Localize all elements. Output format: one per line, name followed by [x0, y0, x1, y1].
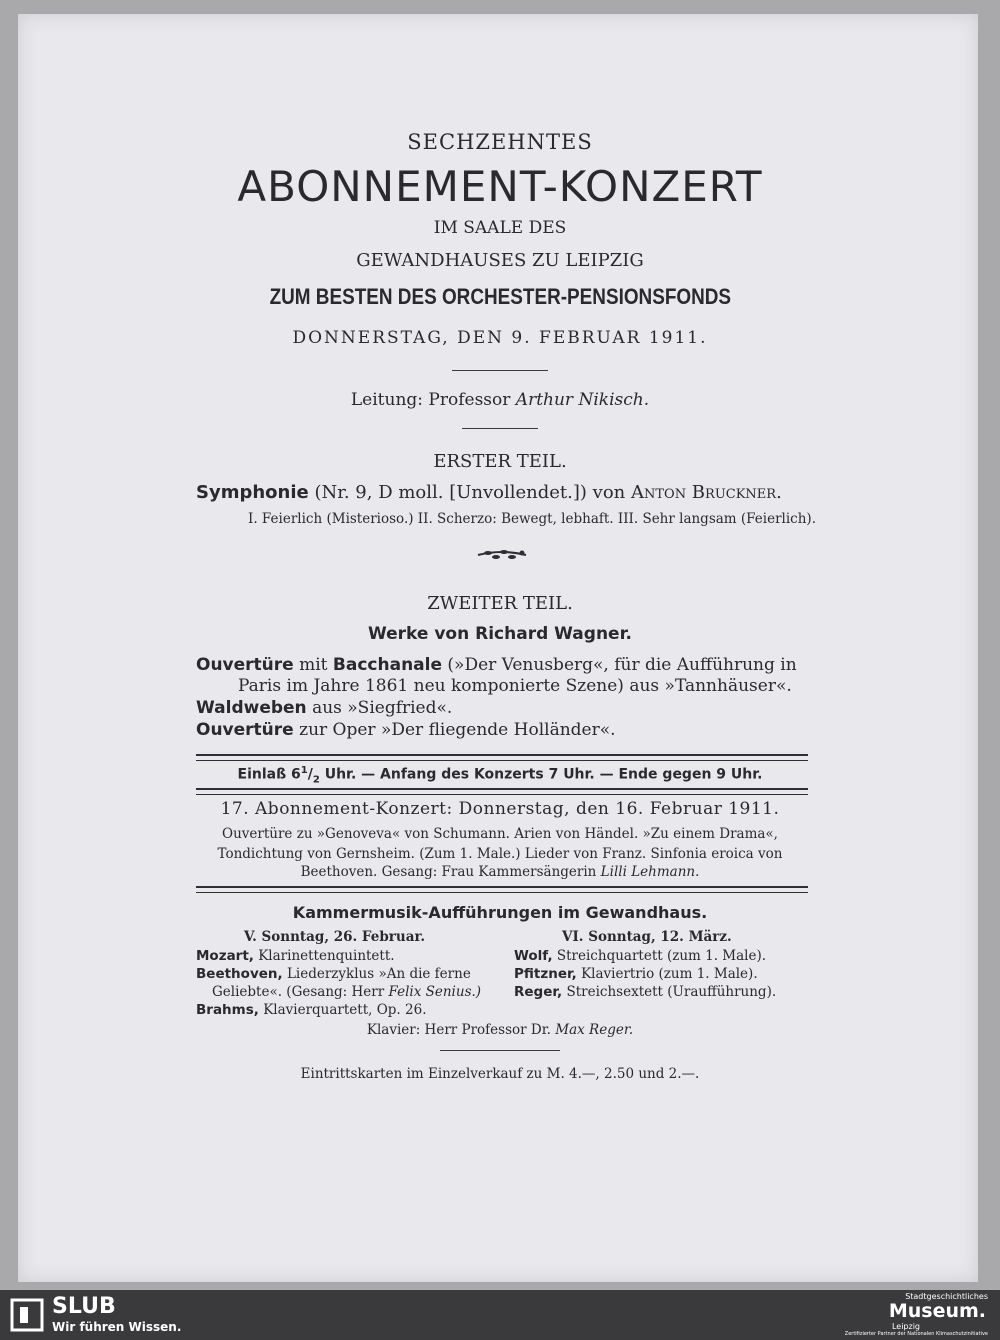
singer-name: Lilli Lehmann. — [600, 864, 700, 880]
composer-mozart: Mozart, — [196, 948, 254, 964]
work-brahms: Klavierquartett, Op. 26. — [263, 1002, 427, 1018]
museum-city: Leipzig — [891, 1322, 920, 1331]
next-concert-heading: 17. Abonnement-Konzert: Donnerstag, den 16. Februar 1911. — [220, 799, 780, 819]
wagner-work-3 — [196, 720, 616, 740]
part2-subheading: Werke von Richard Wagner. — [367, 624, 632, 644]
wagner-work-1-line-2: Paris im Jahre 1861 neu komponierte Szene) aus »Tannhäuser«. — [238, 676, 792, 696]
piano-line — [0, 1022, 1000, 1038]
symphony-details: (Nr. 9, D moll. [Unvollendet.]) von — [314, 482, 626, 503]
conductor-label: Leitung: Professor — [350, 390, 511, 410]
benefit-text: ZUM BESTEN DES ORCHESTER-PENSIONSFONDS — [269, 284, 731, 309]
museum-logo-text: Museum. — [888, 1300, 986, 1322]
divider — [452, 370, 548, 371]
wagner-work-1-line-1 — [196, 655, 797, 675]
chamber-right-heading: VI. Sonntag, 12. März. — [562, 929, 732, 945]
fraction-numerator: 1 — [300, 765, 308, 776]
concert-date: DONNERSTAG, DEN 9. FEBRUAR 1911. — [292, 328, 708, 348]
composer-pfitzner: Pfitzner, — [514, 966, 577, 982]
ticket-prices: Eintrittskarten im Einzelverkauf zu M. 4.—, 2.50 und 2.—. — [300, 1066, 700, 1082]
work1-mit: mit — [299, 655, 328, 675]
timing-line: Einlaß $6^1/_2$ Uhr. — Anfang des Konzerts 7 Uhr. — Ende gegen 9 Uhr. — [237, 765, 763, 786]
ornament-icon — [474, 545, 530, 569]
part1-heading: ERSTER TEIL. — [433, 451, 567, 472]
work2-details: aus »Siegfried«. — [312, 698, 453, 718]
conductor-line — [0, 390, 1000, 410]
concert-ordinal: SECHZEHNTES — [407, 130, 593, 154]
double-rule — [196, 886, 808, 893]
divider — [462, 428, 538, 429]
museum-partner-note: Zertifizierter Partner der Nationalen Klimaschutzinitiative — [844, 1331, 988, 1337]
composer-reger: Reger, — [514, 984, 563, 1000]
conductor-name: Arthur Nikisch. — [515, 390, 650, 410]
next-concert-line-2: Tondichtung von Gernsheim. (Zum 1. Male.) Lieder von Franz. Sinfonia eroica von — [217, 846, 783, 862]
museum-label-top: Stadtgeschichtliches — [905, 1292, 988, 1301]
part2-heading: ZWEITER TEIL. — [427, 593, 573, 614]
next-concert-line-1: Ouvertüre zu »Genoveva« von Schumann. Arien von Händel. »Zu einem Drama«, — [222, 826, 778, 842]
timing-admission: Einlaß 6 — [237, 766, 301, 783]
chamber-right-item-3 — [514, 984, 776, 1000]
singer-senius: Felix Senius.) — [388, 984, 482, 1000]
footer-bar — [0, 1290, 1000, 1340]
work-beethoven: Liederzyklus »An die ferne — [286, 966, 471, 982]
bacchanale-title: Bacchanale — [332, 655, 442, 675]
chamber-heading: Kammermusik-Aufführungen im Gewandhaus. — [292, 903, 708, 922]
chamber-right-item-1 — [514, 948, 766, 964]
slub-logo-text: SLUB — [52, 1294, 116, 1319]
chamber-right-item-2 — [514, 966, 758, 982]
chamber-left-item-3 — [196, 1002, 427, 1018]
symphony-composer: Anton Bruckner. — [631, 482, 782, 503]
piano-label: Klavier: Herr Professor Dr. — [366, 1022, 551, 1038]
overture-title: Ouvertüre — [196, 655, 294, 675]
work-mozart: Klarinettenquintett. — [258, 948, 395, 964]
pianist-name: Max Reger. — [555, 1022, 634, 1038]
double-rule — [196, 788, 808, 795]
composer-brahms: Brahms, — [196, 1002, 259, 1018]
divider — [440, 1050, 560, 1051]
timing-rest: Uhr. — Anfang des Konzerts 7 Uhr. — Ende gegen 9 Uhr. — [324, 766, 763, 783]
work-pfitzner: Klaviertrio (zum 1. Male). — [581, 966, 758, 982]
work-reger: Streichsextett (Uraufführung). — [566, 984, 777, 1000]
next-concert-line-3 — [0, 864, 1000, 880]
wagner-work-2 — [196, 698, 452, 718]
symphony-movements: I. Feierlich (Misterioso.) II. Scherzo: Bewegt, lebhaft. III. Sehr langsam (Feierlich). — [248, 511, 816, 527]
waldweben-title: Waldweben — [196, 698, 307, 718]
benefit-line — [0, 284, 1000, 310]
chamber-left-heading: V. Sonntag, 26. Februar. — [244, 929, 426, 945]
venue-line-2: GEWANDHAUSES ZU LEIPZIG — [356, 250, 644, 271]
part1-work — [196, 482, 782, 503]
symphony-title: Symphonie — [196, 482, 309, 503]
composer-wolf: Wolf, — [514, 948, 553, 964]
chamber-left-item-1 — [196, 948, 395, 964]
work3-details: zur Oper »Der fliegende Holländer«. — [299, 720, 616, 740]
concert-title: ABONNEMENT-KONZERT — [237, 162, 763, 211]
hollaender-overture-title: Ouvertüre — [196, 720, 294, 740]
double-rule — [196, 754, 808, 761]
chamber-left-item-2-cont — [212, 984, 481, 1000]
composer-beethoven: Beethoven, — [196, 966, 283, 982]
work-wolf: Streichquartett (zum 1. Male). — [556, 948, 767, 964]
chamber-left-item-2 — [196, 966, 471, 982]
slub-logo-icon — [10, 1298, 44, 1336]
work-beethoven-cont: Geliebte«. (Gesang: Herr — [212, 984, 385, 1000]
slub-tagline: Wir führen Wissen. — [52, 1320, 182, 1334]
fraction-denominator: 2 — [312, 774, 320, 786]
venue-line-1: IM SAALE DES — [433, 218, 567, 238]
work1-details: (»Der Venusberg«, für die Aufführung in — [447, 655, 797, 675]
next-line-3-text: Beethoven. Gesang: Frau Kammersängerin — [300, 864, 597, 880]
